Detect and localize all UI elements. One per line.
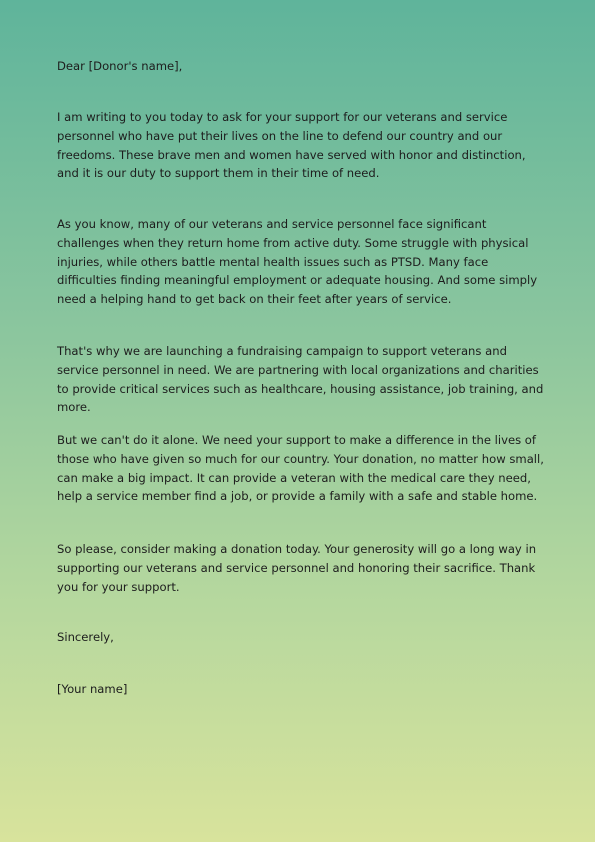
closing: Sincerely,	[57, 630, 114, 644]
signature: [Your name]	[57, 682, 128, 696]
paragraph-2: As you know, many of our veterans and service personnel face significant challenges when they return home from active duty. Some struggle with physical injuries, while others battle mental health issues such as PTSD. Many face difficulties finding meaningful employment or adequate housing. And some simply need a helping hand to get back on their feet after years of service.	[57, 217, 538, 307]
paragraph-3: That's why we are launching a fundraising campaign to support veterans and service personnel in need. We are partnering with local organizations and charities to provide critical services such as healthcare, housing assistance, job training, and more.	[57, 344, 544, 415]
salutation: Dear [Donor's name],	[57, 59, 183, 73]
paragraph-1: I am writing to you today to ask for your support for our veterans and service personnel who have put their lives on the line to defend our country and our freedoms. These brave men and women have served with honor and distinction, and it is our duty to support them in their time of need.	[57, 110, 526, 181]
paragraph-5: So please, consider making a donation today. Your generosity will go a long way in supporting our veterans and service personnel and honoring their sacrifice. Thank you for your support.	[57, 542, 537, 594]
paragraph-4: But we can't do it alone. We need your support to make a difference in the lives of those who have given so much for our country. Your donation, no matter how small, can make a big impact. It can provide a veteran with the medical care they need, help a service member find a job, or provide a family with a safe and stable home.	[57, 433, 544, 504]
